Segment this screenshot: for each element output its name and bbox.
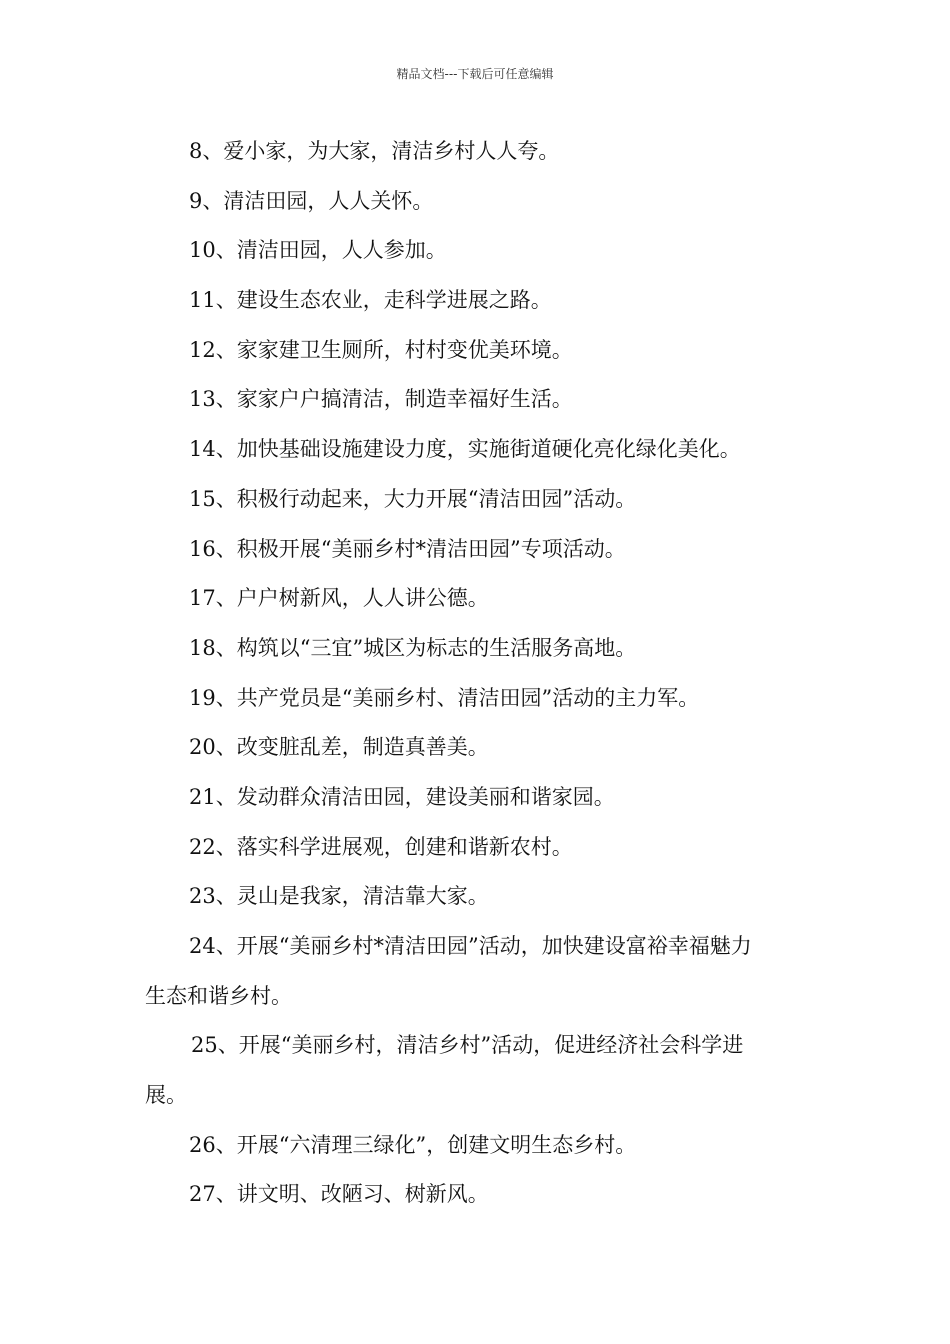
slogan-line-13: 13、家家户户搞清洁，制造幸福好生活。 <box>189 387 573 412</box>
slogan-line-25: 25、开展“美丽乡村，清洁乡村”活动，促进经济社会科学进 <box>191 1033 744 1058</box>
slogan-line-11: 11、建设生态农业，走科学进展之路。 <box>189 288 552 313</box>
slogan-line-24: 24、开展“美丽乡村*清洁田园”活动，加快建设富裕幸福魅力 <box>189 934 752 958</box>
slogan-line-18: 18、构筑以“三宜”城区为标志的生活服务高地。 <box>189 635 637 660</box>
slogan-line-21: 21、发动群众清洁田园，建设美丽和谐家园。 <box>189 784 615 809</box>
slogan-line-15: 15、积极行动起来，大力开展“清洁田园”活动。 <box>189 486 637 511</box>
slogan-line-20: 20、改变脏乱差，制造真善美。 <box>189 735 489 760</box>
slogan-line-9: 9、清洁田园，人人关怀。 <box>189 188 434 213</box>
slogan-line-12: 12、家家建卫生厕所，村村变优美环境。 <box>189 337 573 362</box>
slogan-line-23: 23、灵山是我家，清洁靠大家。 <box>189 884 489 909</box>
slogan-line-22: 22、落实科学进展观，创建和谐新农村。 <box>189 834 573 859</box>
slogan-line-25-continued: 展。 <box>145 1083 187 1108</box>
slogan-line-26: 26、开展“六清理三绿化”，创建文明生态乡村。 <box>189 1132 637 1157</box>
slogan-line-8: 8、爱小家，为大家，清洁乡村人人夸。 <box>189 139 560 163</box>
slogan-line-17: 17、户户树新风，人人讲公德。 <box>189 586 489 611</box>
slogan-line-16: 16、积极开展“美丽乡村*清洁田园”专项活动。 <box>189 536 626 561</box>
slogan-line-19: 19、共产党员是“美丽乡村、清洁田园”活动的主力军。 <box>189 685 700 710</box>
slogan-line-27: 27、讲文明、改陋习、树新风。 <box>189 1182 489 1207</box>
document-body <box>145 127 810 1220</box>
slogan-line-24-continued: 生态和谐乡村。 <box>145 983 292 1008</box>
slogan-line-10: 10、清洁田园，人人参加。 <box>189 238 447 263</box>
page-header: 精品文档---下载后可任意编辑 <box>396 67 554 81</box>
slogan-line-14: 14、加快基础设施建设力度，实施街道硬化亮化绿化美化。 <box>189 437 741 462</box>
